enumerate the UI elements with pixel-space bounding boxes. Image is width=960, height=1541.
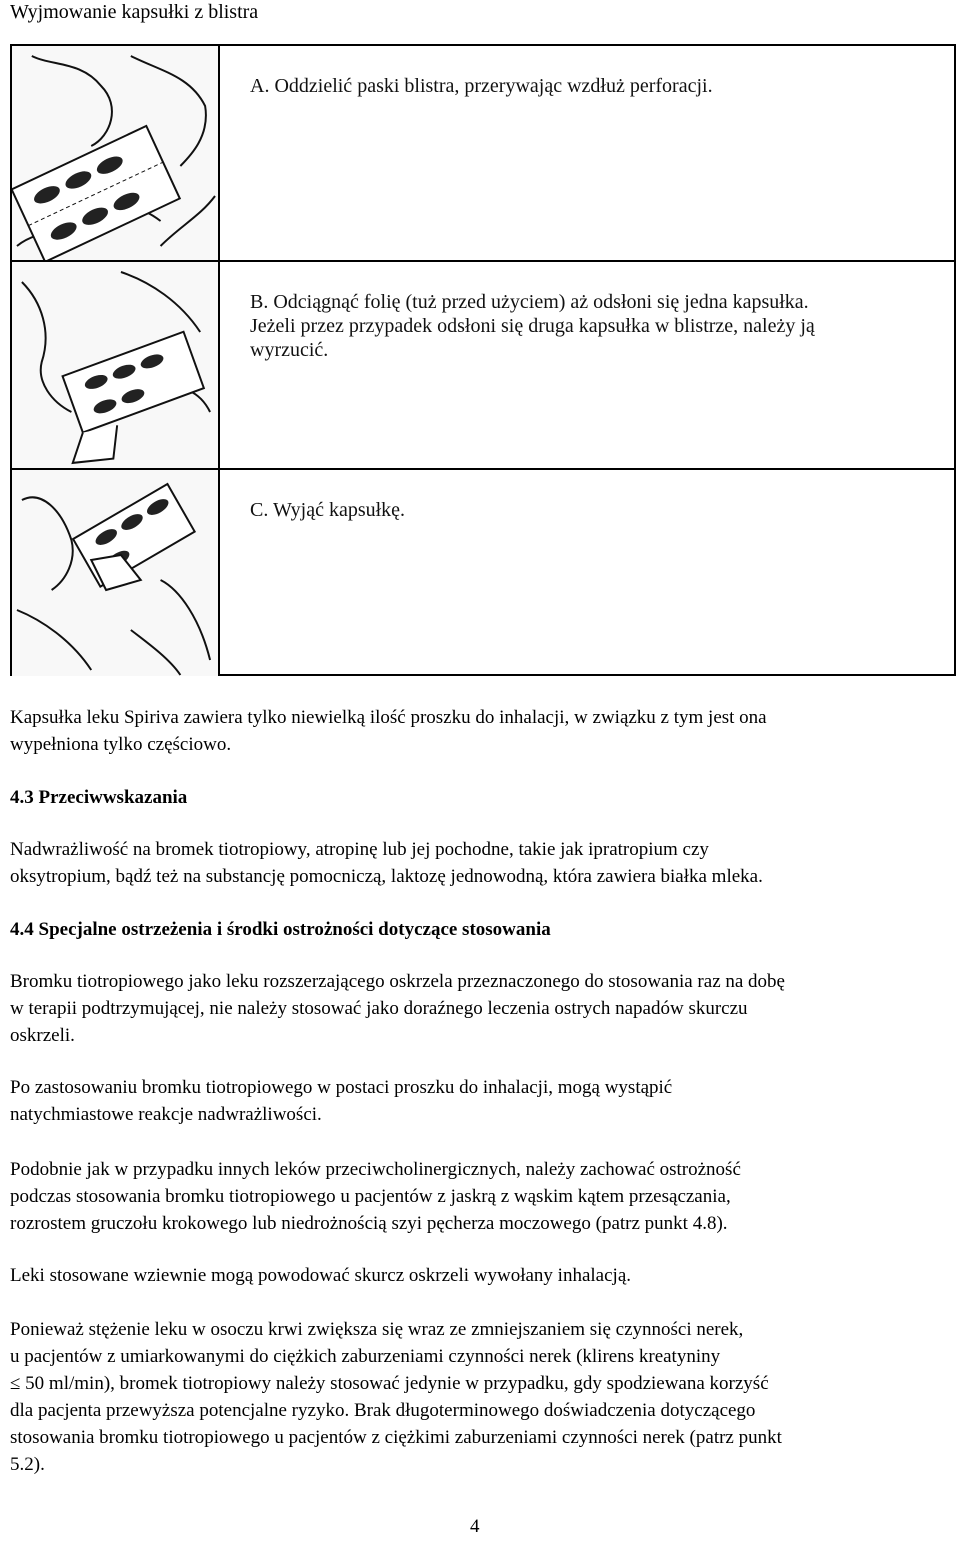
page-number: 4	[470, 1516, 480, 1537]
step-row-c	[12, 470, 954, 676]
para1-line-1: Bromku tiotropiowego jako leku rozszerzającego oskrzela przeznaczonego do stosowania raz na dobę	[10, 971, 785, 992]
section-title: Wyjmowanie kapsułki z blistra	[10, 1, 259, 23]
para1-line-3: oskrzeli.	[10, 1025, 75, 1046]
section-4-4-heading: 4.4 Specjalne ostrzeżenia i środki ostrożności dotyczące stosowania	[10, 919, 551, 940]
para3-line-1: Podobnie jak w przypadku innych leków przeciwcholinergicznych, należy zachować ostrożność	[10, 1159, 741, 1180]
step-row-a	[12, 46, 954, 262]
blister-steps-table	[10, 44, 956, 676]
blister-separation-illustration-icon	[12, 46, 220, 260]
section-4-3-body	[10, 836, 950, 890]
para5-line-6: 5.2).	[10, 1454, 45, 1475]
step-c-text	[250, 498, 930, 522]
para5-line-3: ≤ 50 ml/min), bromek tiotropiowy należy stosować jedynie w przypadku, gdy spodziewana korzyść	[10, 1373, 769, 1394]
step-b-line-3: wyrzucić.	[250, 339, 329, 361]
section-4-4-paragraph-2	[10, 1074, 950, 1128]
para3-line-3: rozrostem gruczołu krokowego lub niedrożnością szyi pęcherza moczowego (patrz punkt 4.8).	[10, 1213, 728, 1234]
section-4-4-paragraph-4	[10, 1262, 950, 1289]
capsule-removal-illustration-icon	[12, 470, 220, 676]
step-b-text	[250, 290, 930, 362]
para5-line-4: dla pacjenta przewyższa potencjalne ryzyko. Brak długoterminowego doświadczenia dotyczącego	[10, 1400, 756, 1421]
step-a-text	[250, 74, 930, 98]
step-row-b	[12, 262, 954, 470]
section-4-3-heading: 4.3 Przeciwwskazania	[10, 787, 188, 808]
para5-line-5: stosowania bromku tiotropiowego u pacjentów z ciężkimi zaburzeniami czynności nerek (patrz punkt	[10, 1427, 782, 1448]
para2-line-1: Po zastosowaniu bromku tiotropiowego w postaci proszku do inhalacji, mogą wystąpić	[10, 1077, 673, 1098]
section-4-3-line-1: Nadwrażliwość na bromek tiotropiowy, atropinę lub jej pochodne, takie jak ipratropium czy	[10, 839, 709, 860]
para5-line-1: Ponieważ stężenie leku w osoczu krwi zwiększa się wraz ze zmniejszaniem się czynności nerek,	[10, 1319, 744, 1340]
step-a-line: A. Oddzielić paski blistra, przerywając wzdłuż perforacji.	[250, 75, 713, 97]
step-c-line: C. Wyjąć kapsułkę.	[250, 499, 406, 521]
para3-line-2: podczas stosowania bromku tiotropiowego u pacjentów z jaskrą z wąskim kątem przesączania,	[10, 1186, 731, 1207]
para4-line-1: Leki stosowane wziewnie mogą powodować skurcz oskrzeli wywołany inhalacją.	[10, 1265, 631, 1286]
capsule-note-line-2: wypełniona tylko częściowo.	[10, 734, 232, 755]
step-b-line-2: Jeżeli przez przypadek odsłoni się druga kapsułka w blistrze, należy ją	[250, 315, 815, 337]
para5-line-2: u pacjentów z umiarkowanymi do ciężkich zaburzeniami czynności nerek (klirens kreatyniny	[10, 1346, 721, 1367]
para2-line-2: natychmiastowe reakcje nadwrażliwości.	[10, 1104, 322, 1125]
capsule-note-line-1: Kapsułka leku Spiriva zawiera tylko niewielką ilość proszku do inhalacji, w związku z tym jest ona	[10, 707, 767, 728]
section-4-4-paragraph-1	[10, 968, 950, 1049]
capsule-note	[10, 704, 950, 758]
step-b-line-1: B. Odciągnąć folię (tuż przed użyciem) aż odsłoni się jedna kapsułka.	[250, 291, 809, 313]
section-4-4-paragraph-3	[10, 1156, 950, 1237]
foil-peel-illustration-icon	[12, 262, 220, 468]
section-4-3-line-2: oksytropium, bądź też na substancję pomocniczą, laktozę jednowodną, która zawiera białka mleka.	[10, 866, 763, 887]
section-4-4-paragraph-5	[10, 1316, 950, 1478]
para1-line-2: w terapii podtrzymującej, nie należy stosować jako doraźnego leczenia ostrych napadów skurczu	[10, 998, 748, 1019]
